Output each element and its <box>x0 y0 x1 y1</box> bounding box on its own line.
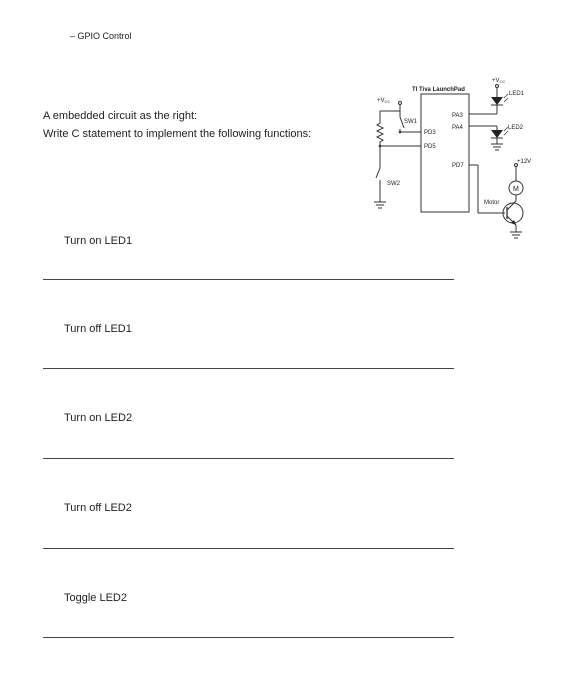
v12-terminal <box>515 164 518 167</box>
pin-pd7: PD7 <box>452 163 464 169</box>
led1-diode <box>491 97 503 105</box>
task-toggle-led2: Toggle LED2 <box>64 592 127 604</box>
task-turn-off-led1: Turn off LED1 <box>64 323 132 335</box>
task-turn-on-led2: Turn on LED2 <box>64 412 133 424</box>
v12-label: +12V <box>517 159 532 165</box>
motor-symbol-label: M <box>513 186 519 193</box>
led2-label: LED2 <box>508 125 524 131</box>
motor-label: Motor <box>484 200 500 206</box>
pin-pa3: PA3 <box>452 113 463 119</box>
launchpad-board <box>421 94 469 212</box>
answer-line-2 <box>43 368 454 369</box>
vcc-right-terminal <box>496 85 499 88</box>
task-turn-off-led2: Turn off LED2 <box>64 502 132 514</box>
vcc-left-terminal <box>399 102 402 105</box>
answer-line-1 <box>43 279 454 280</box>
intro-line-1: A embedded circuit as the right: <box>43 110 198 122</box>
section-header: – GPIO Control <box>70 31 132 41</box>
pin-pd5: PD5 <box>424 144 436 150</box>
pullup-resistor <box>377 123 383 142</box>
pin-pd3: PD3 <box>424 130 436 136</box>
vcc-left-label: +VCC <box>377 98 391 104</box>
vcc-right-label: +VCC <box>492 78 506 84</box>
sw2-label: SW2 <box>387 181 401 187</box>
answer-line-3 <box>43 458 454 459</box>
intro-text <box>43 107 311 143</box>
motor-transistor <box>503 203 523 223</box>
sw1-label: SW1 <box>404 119 418 125</box>
circuit-diagram <box>360 70 550 250</box>
intro-line-2: Write C statement to implement the following functions: <box>43 128 312 140</box>
task-turn-on-led1: Turn on LED1 <box>64 235 133 247</box>
pin-pa4: PA4 <box>452 125 463 131</box>
answer-line-4 <box>43 548 454 549</box>
board-title: TI Tiva LaunchPad <box>412 87 465 93</box>
sw2-switch <box>376 168 380 178</box>
led2-diode <box>491 130 503 138</box>
answer-line-5 <box>43 637 454 638</box>
led1-label: LED1 <box>509 91 525 97</box>
